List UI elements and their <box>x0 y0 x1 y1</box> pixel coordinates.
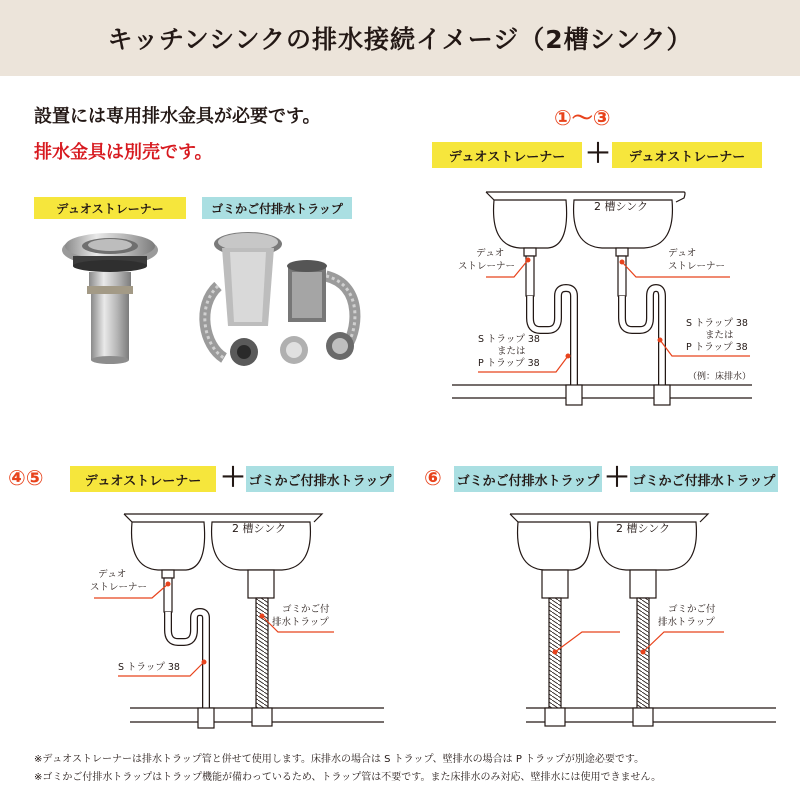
diagram2-sink-label: 2 槽シンク <box>232 522 286 535</box>
trap-photo <box>196 226 378 374</box>
product-label-trap: ゴミかご付排水トラップ <box>202 197 352 219</box>
diagram2-trap-label-1: ゴミかご付 <box>282 604 330 615</box>
diagram3-trap-label-1: ゴミかご付 <box>668 604 716 615</box>
combo2-right-label: ゴミかご付排水トラップ <box>246 466 394 492</box>
page-header <box>0 0 800 76</box>
diagram1-example-label: （例：床排水） <box>688 372 752 382</box>
combo3-left-label: ゴミかご付排水トラップ <box>454 466 602 492</box>
diagram2-strainer-label-2: ストレーナー <box>90 582 148 593</box>
combo1-left-label: デュオストレーナー <box>432 142 582 168</box>
requirement-text: 設置には専用排水金具が必要です。 <box>34 106 321 127</box>
diagram1-sink-label: 2 槽シンク <box>594 200 648 213</box>
diagram1-trap-left-1: S トラップ 38 <box>478 334 540 345</box>
diagram-3 <box>510 514 776 726</box>
diagram1-strainer-label-left-2: ストレーナー <box>458 261 516 272</box>
diagram2-trap-label-2: 排水トラップ <box>272 617 329 628</box>
footnote-2: ※ゴミかご付排水トラップはトラップ機能が備わっているため、トラップ管は不要です。また床排水のみ対応、壁排水には使用できません。 <box>34 772 662 783</box>
diagram1-trap-right-3: P トラップ 38 <box>686 342 748 353</box>
diagram-1 <box>452 192 752 405</box>
page-title: キッチンシンクの排水接続イメージ（2槽シンク） <box>107 25 693 54</box>
combo-number-4-5: ④⑤ <box>8 466 44 490</box>
diagram-2 <box>94 514 384 728</box>
diagram2-s-trap-label: S トラップ 38 <box>118 662 180 673</box>
diagram3-sink-label: 2 槽シンク <box>616 522 670 535</box>
footnote-1: ※デュオストレーナーは排水トラップ管と併せて使用します。床排水の場合は S トラップ、壁排水の場合は P トラップが別途必要です。 <box>34 754 645 765</box>
combo-number-1-3: ①〜③ <box>554 106 611 130</box>
diagram1-trap-left-3: P トラップ 38 <box>478 358 540 369</box>
diagram3-trap-label-2: 排水トラップ <box>658 617 715 628</box>
sold-separately-text: 排水金具は別売です。 <box>34 142 213 163</box>
combo-number-6: ⑥ <box>424 466 442 490</box>
product-label-strainer: デュオストレーナー <box>34 197 186 219</box>
diagram1-strainer-label-right-2: ストレーナー <box>668 261 726 272</box>
diagram2-strainer-label-1: デュオ <box>98 569 127 580</box>
diagram1-strainer-label-right-1: デュオ <box>668 248 697 259</box>
combo2-plus: ＋ <box>220 463 247 493</box>
combo3-plus: ＋ <box>604 463 631 493</box>
diagram1-trap-left-2: または <box>497 346 526 357</box>
combo1-plus: ＋ <box>585 139 612 169</box>
diagram1-trap-right-2: または <box>705 330 734 341</box>
combo3-right-label: ゴミかご付排水トラップ <box>630 466 778 492</box>
diagram1-strainer-label-left-1: デュオ <box>476 248 505 259</box>
combo1-right-label: デュオストレーナー <box>612 142 762 168</box>
strainer-photo <box>55 228 165 368</box>
diagram1-trap-right-1: S トラップ 38 <box>686 318 748 329</box>
combo2-left-label: デュオストレーナー <box>70 466 216 492</box>
